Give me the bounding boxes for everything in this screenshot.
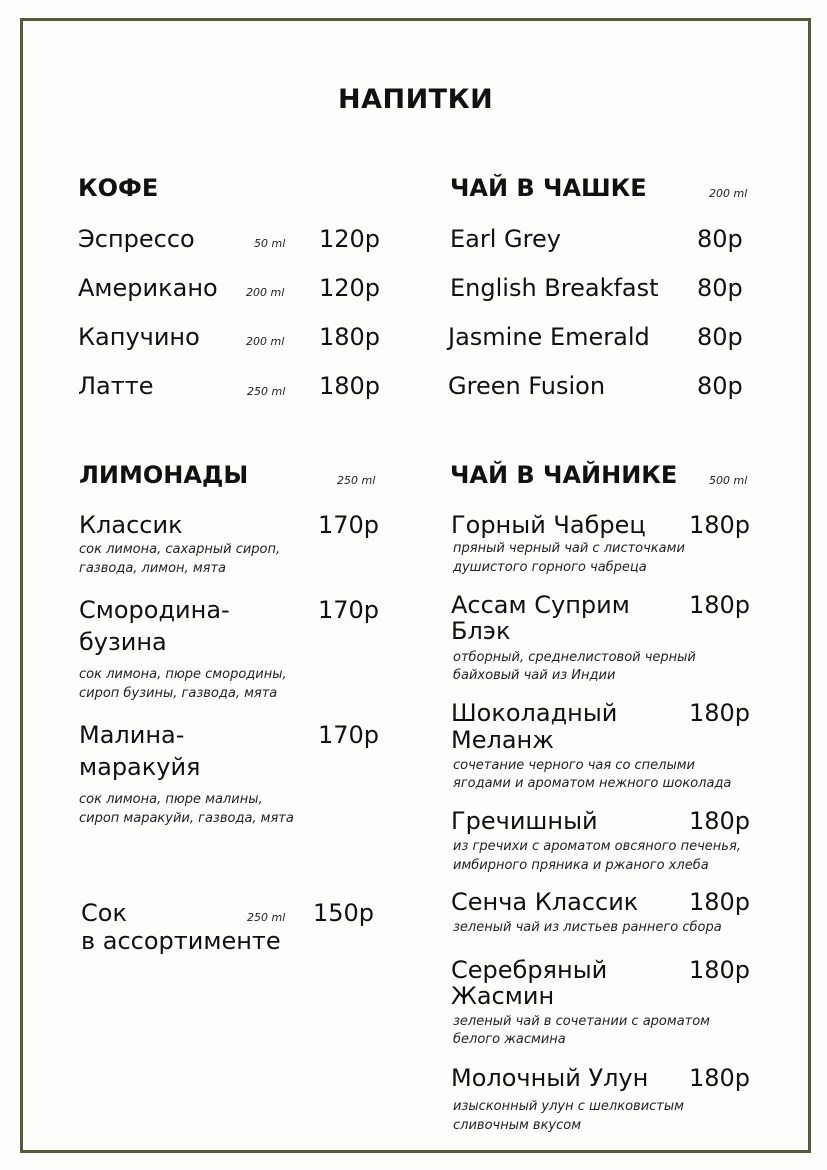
juice-price: 150р <box>313 899 375 927</box>
tea-pot-item-description: пряный черный чай с листочками <box>453 541 685 556</box>
tea-pot-item-price: 180р <box>689 956 751 984</box>
tea-pot-item-price: 180р <box>689 807 751 835</box>
coffee-item-name: Эспрессо <box>78 225 195 253</box>
coffee-item-volume: 200 ml <box>246 335 285 348</box>
coffee-item-name: Латте <box>78 372 154 400</box>
tea-pot-item-description: изысконный улун с шелковистым <box>453 1099 684 1114</box>
tea-pot-volume: 500 ml <box>709 474 748 487</box>
lemonade-item-name: Смородина- <box>79 596 230 624</box>
tea-pot-item-price: 180р <box>689 591 751 619</box>
tea-pot-item-price: 180р <box>689 1064 751 1092</box>
tea-cup-item-price: 80р <box>697 225 743 253</box>
lemonade-item-description: сироп маракуйи, газвода, мята <box>79 811 294 826</box>
coffee-item-volume: 250 ml <box>247 385 286 398</box>
tea-pot-item-name: Меланж <box>451 726 554 754</box>
tea-pot-item-name: Шоколадный <box>451 699 618 727</box>
coffee-item-price: 180р <box>319 323 381 351</box>
tea-pot-item-description: сливочным вкусом <box>453 1118 582 1133</box>
tea-cup-item-name: English Breakfast <box>450 274 659 302</box>
tea-pot-item-name: Гречишный <box>451 807 598 835</box>
juice-name: в ассортименте <box>81 927 281 955</box>
tea-pot-item-name: Молочный Улун <box>451 1064 649 1092</box>
tea-cup-item-name: Earl Grey <box>450 225 561 253</box>
tea-cup-item-price: 80р <box>697 323 743 351</box>
tea-pot-item-description: отборный, среднелистовой черный <box>453 650 696 665</box>
tea-pot-item-description: сочетание черного чая со спелыми <box>453 758 696 773</box>
page-title: НАПИТКИ <box>338 84 494 115</box>
tea-cup-item-price: 80р <box>697 274 743 302</box>
tea-pot-item-name: Жасмин <box>451 982 555 1010</box>
tea-pot-item-name: Блэк <box>451 617 511 645</box>
lemonade-item-name: Классик <box>79 511 183 539</box>
tea-pot-item-price: 180р <box>689 888 751 916</box>
tea-cup-item-price: 80р <box>697 372 743 400</box>
tea-pot-item-description: душистого горного чабреца <box>453 560 647 575</box>
tea-pot-item-name: Серебряный <box>451 956 608 984</box>
coffee-heading: КОФЕ <box>78 174 159 202</box>
tea-pot-item-description: ягодами и ароматом нежного шоколада <box>453 776 732 791</box>
lemonade-item-price: 170р <box>318 596 380 624</box>
lemonade-item-name: бузина <box>79 628 167 656</box>
lemonade-item-description: сок лимона, пюре малины, <box>79 792 263 807</box>
coffee-item-price: 180р <box>319 372 381 400</box>
tea-pot-item-description: зеленый чай в сочетании с ароматом <box>453 1014 710 1029</box>
tea-pot-item-description: белого жасмина <box>453 1032 566 1047</box>
juice-name: Сок <box>81 899 127 927</box>
tea-pot-item-name: Горный Чабрец <box>451 511 646 539</box>
coffee-item-name: Американо <box>78 274 218 302</box>
tea-pot-item-name: Сенча Классик <box>451 888 639 916</box>
coffee-item-name: Капучино <box>78 323 200 351</box>
tea-cup-heading: ЧАЙ В ЧАШКЕ <box>450 174 647 202</box>
tea-cup-volume: 200 ml <box>709 187 748 200</box>
lemonade-item-description: сок лимона, сахарный сироп, <box>79 542 281 557</box>
tea-pot-item-name: Ассам Суприм <box>451 591 630 619</box>
lemonade-item-price: 170р <box>318 511 380 539</box>
coffee-item-volume: 50 ml <box>254 237 286 250</box>
lemonade-item-description: газвода, лимон, мята <box>79 561 226 576</box>
tea-pot-item-description: байховый чай из Индии <box>453 668 616 683</box>
juice-volume: 250 ml <box>247 911 286 924</box>
coffee-item-volume: 200 ml <box>246 286 285 299</box>
lemonades-volume: 250 ml <box>337 474 376 487</box>
tea-pot-item-description: имбирного пряника и ржаного хлеба <box>453 858 709 873</box>
tea-pot-item-description: зеленый чай из листьев раннего сбора <box>453 920 722 935</box>
coffee-item-price: 120р <box>319 274 381 302</box>
tea-pot-item-price: 180р <box>689 699 751 727</box>
lemonade-item-description: сироп бузины, газвода, мята <box>79 686 278 701</box>
tea-pot-heading: ЧАЙ В ЧАЙНИКЕ <box>450 461 678 489</box>
lemonade-item-name: Малина- <box>79 721 185 749</box>
lemonade-item-name: маракуйя <box>79 753 201 781</box>
tea-pot-item-description: из гречихи с ароматом овсяного печенья, <box>453 839 741 854</box>
lemonades-heading: ЛИМОНАДЫ <box>79 461 249 489</box>
coffee-item-price: 120р <box>319 225 381 253</box>
tea-cup-item-name: Jasmine Emerald <box>448 323 650 351</box>
tea-pot-item-price: 180р <box>689 511 751 539</box>
lemonade-item-description: сок лимона, пюре смородины, <box>79 667 287 682</box>
tea-cup-item-name: Green Fusion <box>448 372 606 400</box>
lemonade-item-price: 170р <box>318 721 380 749</box>
